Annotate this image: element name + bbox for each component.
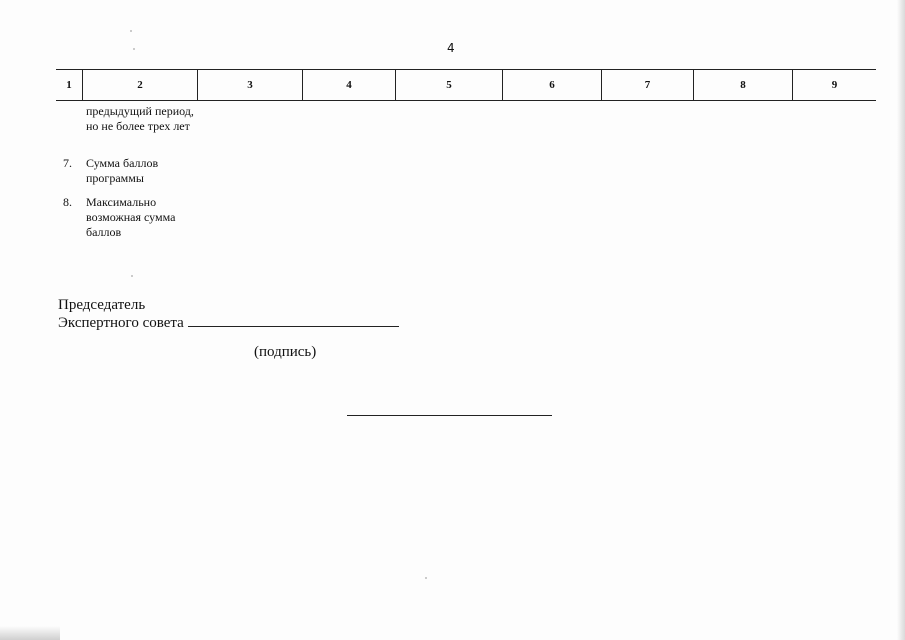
row-text: предыдущий период, но не более трех лет [86,104,194,133]
table-header-cell: 8 [694,70,793,100]
scan-edge-shadow [897,0,905,640]
chair-title-line2: Экспертного совета [58,315,184,331]
signature-line [188,314,399,327]
signature-block [58,297,399,332]
table-header-row [56,69,876,101]
scan-speck [133,48,135,50]
signature-caption: (подпись) [254,344,317,360]
list-item [63,195,263,240]
chair-title-line2-wrap [58,314,399,332]
table-header-cell: 5 [396,70,503,100]
table-header-cell: 2 [83,70,198,100]
page-number: 4 [447,41,455,55]
scan-speck [131,275,133,277]
scan-corner-shadow [0,626,60,640]
table-header-cell: 6 [503,70,602,100]
row-text: Максимально возможная сумма баллов [86,195,176,239]
scan-speck [425,577,427,579]
row-number: 8. [63,195,72,209]
name-line [347,415,552,416]
scan-speck [130,30,132,32]
row-number: 7. [63,156,72,170]
table-header-cell: 1 [56,70,83,100]
list-item [63,156,263,186]
table-header-cell: 4 [303,70,396,100]
table-header-cell: 3 [198,70,303,100]
list-item [63,104,263,134]
row-number [63,104,86,134]
table-header-cell: 9 [831,79,838,91]
chair-title-line1: Председатель [58,297,146,313]
row-text: Сумма баллов программы [86,156,159,185]
table-header-cell: 7 [602,70,694,100]
